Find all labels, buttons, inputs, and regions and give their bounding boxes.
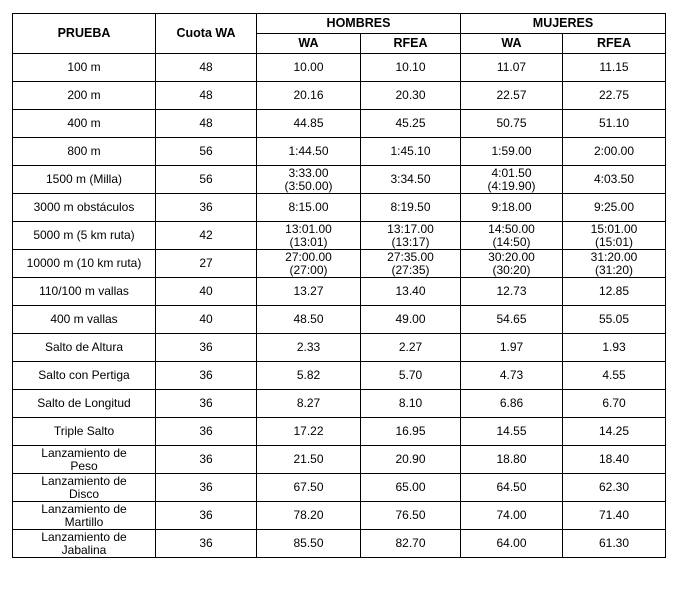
marks-table	[12, 13, 666, 558]
cell-mujeres-wa-line: 50.75	[496, 116, 527, 130]
cell-mujeres-wa-line: 4:01.50	[491, 165, 532, 180]
cell-hombres-rfea	[361, 166, 461, 194]
cell-prueba	[13, 334, 156, 362]
cell-cuota: 36	[156, 334, 257, 362]
cell-mujeres-rfea	[563, 110, 666, 138]
cell-mujeres-rfea-line: 51.10	[598, 116, 630, 130]
cell-hombres-wa-line: 67.50	[293, 480, 324, 494]
table-row	[13, 194, 666, 222]
cell-cuota: 40	[156, 278, 257, 306]
cell-mujeres-wa-line: 11.07	[496, 60, 527, 74]
cell-mujeres-rfea	[563, 278, 666, 306]
cell-hombres-rfea-line: 8.10	[398, 396, 423, 410]
cell-hombres-wa-line: 13.27	[293, 284, 324, 298]
cell-mujeres-rfea-line: 15:01.00	[590, 221, 638, 236]
cell-prueba-line: 800 m	[67, 144, 101, 158]
table-row	[13, 474, 666, 502]
table-row	[13, 306, 666, 334]
cell-cuota: 36	[156, 418, 257, 446]
table-row	[13, 222, 666, 250]
cell-hombres-rfea-line: 20.90	[395, 452, 426, 466]
cell-prueba	[13, 390, 156, 418]
cell-hombres-rfea-line: (13:17)	[391, 234, 430, 249]
cell-mujeres-wa	[461, 502, 563, 530]
cell-cuota: 36	[156, 362, 257, 390]
cell-cuota: 36	[156, 474, 257, 502]
cell-mujeres-rfea	[563, 82, 666, 110]
cell-hombres-wa-line: (13:01)	[289, 234, 328, 249]
cell-mujeres-rfea	[563, 250, 666, 278]
cell-hombres-wa	[257, 194, 361, 222]
cell-prueba-line: Salto con Pertiga	[38, 368, 130, 382]
cell-mujeres-wa-line: 18.80	[496, 452, 527, 466]
cell-mujeres-wa-line: 4.73	[499, 368, 524, 382]
cell-hombres-rfea-line: 76.50	[395, 508, 426, 522]
table-row	[13, 166, 666, 194]
cell-mujeres-wa-line: 64.50	[496, 480, 527, 494]
cell-mujeres-rfea-line: 22.75	[598, 88, 630, 102]
cell-cuota: 36	[156, 194, 257, 222]
cell-prueba	[13, 418, 156, 446]
cell-prueba	[13, 82, 156, 110]
cell-hombres-wa	[257, 418, 361, 446]
cell-mujeres-rfea	[563, 446, 666, 474]
cell-mujeres-wa	[461, 418, 563, 446]
cell-hombres-wa-line: 8.27	[296, 396, 321, 410]
cell-mujeres-wa-line: 1.97	[499, 340, 524, 354]
cell-hombres-wa	[257, 54, 361, 82]
table-row	[13, 418, 666, 446]
header-mujeres-wa: WA	[461, 34, 563, 54]
cell-prueba-line: 3000 m obstáculos	[33, 200, 135, 214]
cell-mujeres-wa-line: 74.00	[496, 508, 527, 522]
cell-mujeres-rfea-line: 18.40	[598, 452, 630, 466]
cell-mujeres-wa	[461, 194, 563, 222]
cell-mujeres-wa-line: 22.57	[496, 88, 527, 102]
cell-mujeres-rfea	[563, 138, 666, 166]
cell-hombres-rfea	[361, 222, 461, 250]
cell-mujeres-wa	[461, 446, 563, 474]
cell-mujeres-rfea-line: 4.55	[602, 368, 626, 382]
cell-hombres-wa	[257, 82, 361, 110]
cell-prueba	[13, 222, 156, 250]
cell-hombres-wa-line: 13:01.00	[285, 221, 332, 236]
cell-hombres-wa-line: 78.20	[293, 508, 324, 522]
cell-cuota: 36	[156, 390, 257, 418]
cell-prueba-line: Lanzamiento de	[41, 445, 127, 460]
table-row	[13, 110, 666, 138]
cell-hombres-rfea-line: 20.30	[395, 88, 426, 102]
cell-hombres-wa-line: 8:15.00	[288, 200, 329, 214]
cell-prueba-line: 5000 m (5 km ruta)	[33, 228, 135, 242]
cell-mujeres-wa	[461, 306, 563, 334]
cell-cuota: 48	[156, 82, 257, 110]
cell-hombres-rfea	[361, 250, 461, 278]
header-cuota: Cuota WA	[156, 14, 257, 54]
cell-mujeres-wa	[461, 54, 563, 82]
cell-hombres-wa-line: 85.50	[293, 536, 324, 550]
header-hombres-rfea: RFEA	[361, 34, 461, 54]
cell-mujeres-wa	[461, 278, 563, 306]
table-row	[13, 54, 666, 82]
cell-mujeres-wa-line: (30:20)	[492, 262, 531, 277]
cell-hombres-wa	[257, 502, 361, 530]
cell-hombres-wa	[257, 530, 361, 558]
cell-hombres-rfea-line: 45.25	[395, 116, 426, 130]
cell-hombres-rfea	[361, 138, 461, 166]
cell-hombres-rfea	[361, 390, 461, 418]
cell-mujeres-wa-line: 6.86	[499, 396, 524, 410]
cell-prueba-line: Triple Salto	[53, 424, 115, 438]
cell-mujeres-wa-line: 14:50.00	[488, 221, 535, 236]
cell-cuota: 36	[156, 530, 257, 558]
cell-hombres-rfea	[361, 530, 461, 558]
cell-hombres-rfea-line: 5.70	[398, 368, 423, 382]
cell-hombres-wa-line: 44.85	[293, 116, 324, 130]
cell-prueba-line: 400 m	[67, 116, 101, 130]
cell-mujeres-rfea	[563, 194, 666, 222]
cell-mujeres-rfea-line: 12.85	[598, 284, 630, 298]
cell-hombres-wa-line: 21.50	[293, 452, 324, 466]
header-row-top	[13, 14, 666, 34]
cell-prueba-line: Salto de Altura	[44, 340, 124, 354]
cell-prueba-line: Martillo	[64, 514, 104, 529]
cell-cuota: 48	[156, 110, 257, 138]
cell-prueba	[13, 474, 156, 502]
cell-hombres-wa-line: 20.16	[293, 88, 324, 102]
cell-hombres-rfea	[361, 194, 461, 222]
table-row	[13, 446, 666, 474]
cell-hombres-rfea-line: 3:34.50	[390, 172, 431, 186]
cell-hombres-rfea-line: 49.00	[395, 312, 426, 326]
cell-mujeres-rfea	[563, 334, 666, 362]
cell-cuota: 40	[156, 306, 257, 334]
cell-hombres-wa	[257, 390, 361, 418]
table-row	[13, 82, 666, 110]
cell-hombres-wa	[257, 110, 361, 138]
cell-cuota: 36	[156, 502, 257, 530]
cell-prueba	[13, 278, 156, 306]
cell-hombres-wa	[257, 138, 361, 166]
cell-mujeres-wa	[461, 250, 563, 278]
cell-prueba	[13, 166, 156, 194]
cell-mujeres-wa	[461, 530, 563, 558]
cell-mujeres-wa-line: (14:50)	[492, 234, 531, 249]
cell-hombres-wa	[257, 306, 361, 334]
cell-hombres-rfea-line: 13.40	[395, 284, 426, 298]
cell-hombres-wa	[257, 334, 361, 362]
cell-mujeres-rfea-line: 11.15	[599, 60, 629, 74]
cell-cuota: 27	[156, 250, 257, 278]
cell-prueba-line: Lanzamiento de	[41, 529, 127, 544]
cell-prueba-line: Jabalina	[61, 542, 107, 557]
cell-mujeres-rfea	[563, 418, 666, 446]
cell-cuota: 48	[156, 54, 257, 82]
cell-mujeres-rfea-line: 62.30	[598, 480, 630, 494]
cell-hombres-rfea-line: 10.10	[395, 60, 426, 74]
cell-hombres-wa-line: (27:00)	[289, 262, 328, 277]
cell-hombres-rfea	[361, 418, 461, 446]
cell-prueba	[13, 502, 156, 530]
cell-hombres-wa	[257, 250, 361, 278]
cell-hombres-rfea	[361, 278, 461, 306]
cell-hombres-rfea	[361, 474, 461, 502]
cell-hombres-rfea	[361, 446, 461, 474]
cell-prueba-line: 110/100 m vallas	[39, 284, 129, 298]
cell-mujeres-rfea-line: 14.25	[598, 424, 630, 438]
cell-hombres-rfea-line: 13:17.00	[387, 221, 434, 236]
cell-mujeres-rfea-line: 4:03.50	[593, 172, 635, 186]
cell-hombres-wa	[257, 474, 361, 502]
cell-hombres-wa-line: 5.82	[296, 368, 321, 382]
cell-prueba-line: 400 m vallas	[50, 312, 118, 326]
cell-prueba	[13, 530, 156, 558]
table-row	[13, 334, 666, 362]
cell-cuota: 56	[156, 166, 257, 194]
cell-hombres-wa	[257, 362, 361, 390]
cell-mujeres-wa	[461, 362, 563, 390]
cell-mujeres-wa-line: 1:59.00	[491, 144, 532, 158]
cell-prueba	[13, 54, 156, 82]
cell-cuota: 56	[156, 138, 257, 166]
cell-mujeres-wa	[461, 166, 563, 194]
cell-hombres-wa	[257, 166, 361, 194]
cell-mujeres-rfea	[563, 222, 666, 250]
cell-mujeres-rfea-line: 71.40	[598, 508, 630, 522]
cell-prueba-line: Lanzamiento de	[41, 473, 127, 488]
cell-hombres-wa	[257, 278, 361, 306]
cell-hombres-rfea-line: 82.70	[395, 536, 426, 550]
cell-mujeres-wa	[461, 334, 563, 362]
cell-hombres-rfea	[361, 54, 461, 82]
cell-prueba-line: 200 m	[67, 88, 101, 102]
cell-prueba	[13, 306, 156, 334]
cell-mujeres-rfea	[563, 362, 666, 390]
cell-mujeres-rfea	[563, 390, 666, 418]
cell-mujeres-wa-line: 54.65	[496, 312, 527, 326]
header-mujeres-rfea: RFEA	[563, 34, 666, 54]
cell-hombres-rfea-line: (27:35)	[391, 262, 430, 277]
cell-hombres-rfea-line: 27:35.00	[387, 249, 434, 264]
cell-prueba	[13, 138, 156, 166]
cell-hombres-rfea	[361, 82, 461, 110]
cell-hombres-wa	[257, 222, 361, 250]
cell-mujeres-rfea-line: 2:00.00	[593, 144, 635, 158]
cell-prueba-line: Peso	[70, 458, 98, 473]
cell-hombres-rfea-line: 2.27	[398, 340, 423, 354]
cell-mujeres-wa-line: (4:19.90)	[487, 178, 536, 193]
cell-mujeres-wa	[461, 138, 563, 166]
cell-hombres-rfea-line: 8:19.50	[390, 200, 431, 214]
cell-prueba-line: Salto de Longitud	[37, 396, 131, 410]
cell-mujeres-wa-line: 64.00	[496, 536, 527, 550]
cell-mujeres-rfea-line: 31:20.00	[590, 249, 638, 264]
cell-mujeres-rfea-line: 1.93	[602, 340, 626, 354]
cell-hombres-rfea-line: 65.00	[395, 480, 426, 494]
cell-mujeres-rfea	[563, 502, 666, 530]
cell-prueba-line: 100 m	[67, 60, 101, 74]
cell-prueba	[13, 110, 156, 138]
cell-hombres-rfea	[361, 362, 461, 390]
cell-hombres-rfea-line: 16.95	[395, 424, 426, 438]
header-mujeres: MUJERES	[461, 14, 666, 34]
cell-hombres-wa-line: 1:44.50	[288, 144, 329, 158]
cell-hombres-wa-line: 2.33	[296, 340, 321, 354]
cell-cuota: 42	[156, 222, 257, 250]
table-row	[13, 362, 666, 390]
cell-mujeres-wa	[461, 390, 563, 418]
cell-cuota: 36	[156, 446, 257, 474]
cell-hombres-wa-line: 10.00	[293, 60, 324, 74]
cell-hombres-rfea	[361, 334, 461, 362]
cell-hombres-wa-line: 48.50	[293, 312, 324, 326]
cell-mujeres-rfea	[563, 54, 666, 82]
table-row	[13, 390, 666, 418]
cell-mujeres-rfea	[563, 474, 666, 502]
cell-hombres-wa	[257, 446, 361, 474]
cell-mujeres-wa-line: 9:18.00	[491, 200, 532, 214]
cell-prueba-line: Disco	[68, 486, 99, 501]
cell-prueba-line: 10000 m (10 km ruta)	[26, 256, 142, 270]
cell-mujeres-wa-line: 12.73	[496, 284, 527, 298]
cell-mujeres-rfea-line: (31:20)	[594, 262, 634, 277]
cell-hombres-wa-line: (3:50.00)	[284, 178, 333, 193]
cell-prueba-line: 1500 m (Milla)	[45, 172, 123, 186]
cell-prueba	[13, 250, 156, 278]
cell-prueba	[13, 194, 156, 222]
cell-mujeres-wa-line: 30:20.00	[488, 249, 535, 264]
cell-hombres-rfea	[361, 306, 461, 334]
cell-mujeres-wa-line: 14.55	[496, 424, 527, 438]
cell-hombres-rfea	[361, 110, 461, 138]
cell-mujeres-rfea	[563, 530, 666, 558]
cell-mujeres-rfea-line: 6.70	[602, 396, 626, 410]
cell-mujeres-rfea-line: 61.30	[598, 536, 630, 550]
table-row	[13, 250, 666, 278]
table-row	[13, 138, 666, 166]
cell-mujeres-wa	[461, 110, 563, 138]
header-hombres-wa: WA	[257, 34, 361, 54]
cell-prueba-line: Lanzamiento de	[41, 501, 127, 516]
cell-mujeres-wa	[461, 222, 563, 250]
cell-mujeres-rfea-line: 55.05	[598, 312, 630, 326]
header-prueba: PRUEBA	[13, 14, 156, 54]
cell-prueba	[13, 446, 156, 474]
marks-body	[13, 54, 666, 558]
cell-prueba	[13, 362, 156, 390]
cell-mujeres-rfea-line: 9:25.00	[593, 200, 635, 214]
cell-mujeres-wa	[461, 82, 563, 110]
cell-mujeres-wa	[461, 474, 563, 502]
cell-mujeres-rfea	[563, 306, 666, 334]
cell-hombres-wa-line: 17.22	[293, 424, 324, 438]
cell-hombres-wa-line: 3:33.00	[288, 165, 329, 180]
cell-hombres-rfea	[361, 502, 461, 530]
table-row	[13, 278, 666, 306]
cell-mujeres-rfea-line: (15:01)	[594, 234, 634, 249]
table-row	[13, 530, 666, 558]
cell-mujeres-rfea	[563, 166, 666, 194]
cell-hombres-rfea-line: 1:45.10	[390, 144, 431, 158]
header-hombres: HOMBRES	[257, 14, 461, 34]
table-row	[13, 502, 666, 530]
cell-hombres-wa-line: 27:00.00	[285, 249, 332, 264]
